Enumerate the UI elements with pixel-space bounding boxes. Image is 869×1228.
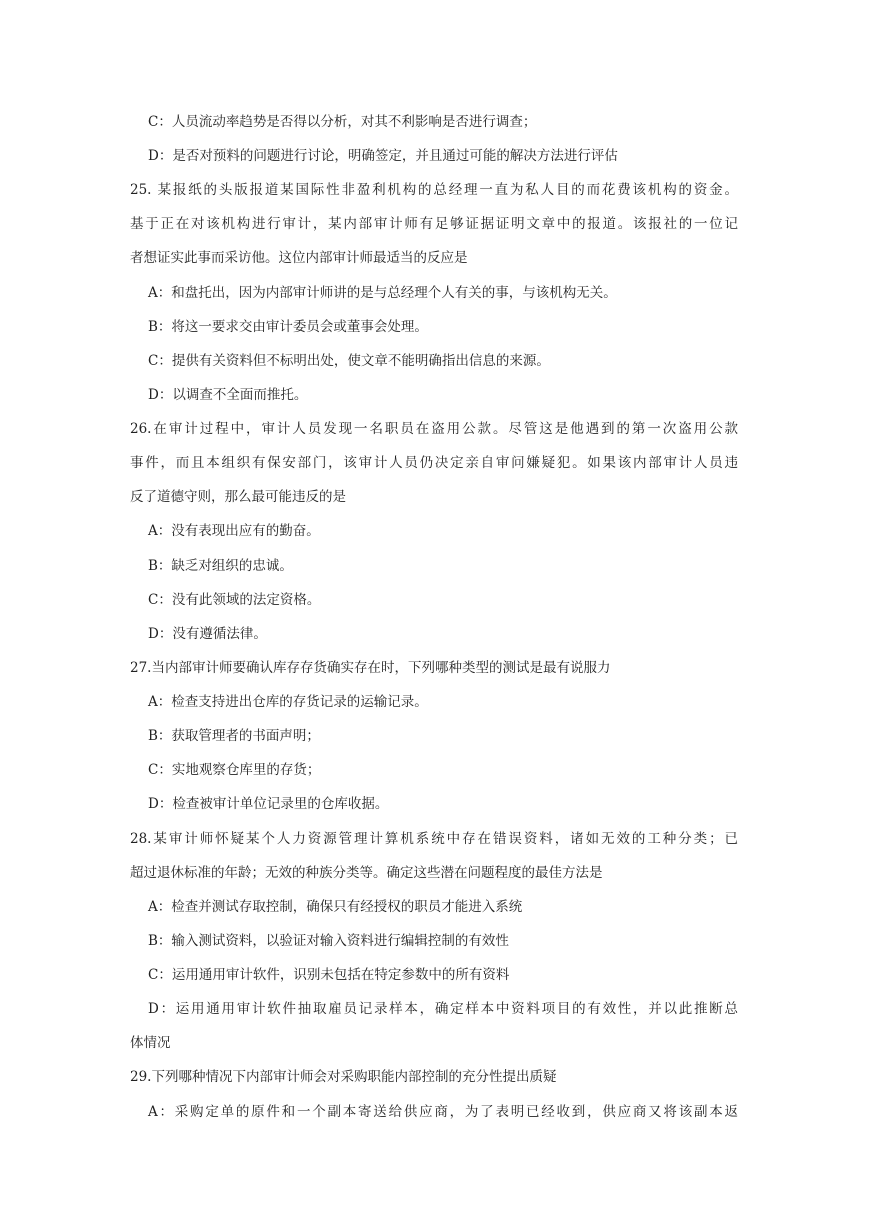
- question-26-line-2: 事件，而且本组织有保安部门，该审计人员仍决定亲自审问嫌疑犯。如果该内部审计人员违: [130, 455, 738, 471]
- question-29: 29.下列哪种情况下内部审计师会对采购职能内部控制的充分性提出质疑: [130, 1069, 557, 1085]
- question-25-line-3: 者想证实此事而采访他。这位内部审计师最适当的反应是: [130, 250, 468, 266]
- question-27: 27.当内部审计师要确认库存存货确实存在时，下列哪种类型的测试是最有说服力: [130, 660, 611, 676]
- option-b: B：缺乏对组织的忠诚。: [148, 558, 293, 574]
- option-d-line-2: 体情况: [130, 1035, 171, 1051]
- option-a: A：检查并测试存取控制，确保只有经授权的职员才能进入系统: [148, 899, 523, 915]
- question-25-line-2: 基于正在对该机构进行审计，某内部审计师有足够证据证明文章中的报道。该报社的一位记: [130, 216, 738, 232]
- option-a: A：没有表现出应有的勤奋。: [148, 523, 320, 539]
- option-c: C：没有此领域的法定资格。: [148, 592, 321, 608]
- question-26-line-3: 反了道德守则，那么最可能违反的是: [130, 489, 346, 505]
- question-28-line-1: 28.某审计师怀疑某个人力资源管理计算机系统中存在错误资料，诸如无效的工种分类；已: [130, 831, 738, 847]
- option-d: D：没有遵循法律。: [148, 626, 267, 642]
- question-28-line-2: 超过退休标准的年龄；无效的种族分类等。确定这些潜在问题程度的最佳方法是: [130, 865, 603, 881]
- option-c: C：人员流动率趋势是否得以分析，对其不利影响是否进行调查；: [148, 114, 537, 130]
- option-b: B：获取管理者的书面声明；: [148, 728, 320, 744]
- option-c: C：实地观察仓库里的存货；: [148, 762, 321, 778]
- option-b: B：将这一要求交由审计委员会或董事会处理。: [148, 319, 428, 335]
- question-26-line-1: 26.在审计过程中，审计人员发现一名职员在盗用公款。尽管这是他遇到的第一次盗用公款: [130, 421, 738, 437]
- option-d: D：以调查不全面而推托。: [148, 387, 308, 403]
- option-a: A：检查支持进出仓库的存货记录的运输记录。: [148, 694, 428, 710]
- question-25-line-1: 25. 某报纸的头版报道某国际性非盈利机构的总经理一直为私人目的而花费该机构的资金。: [130, 182, 738, 198]
- option-a: A：和盘托出，因为内部审计师讲的是与总经理个人有关的事，与该机构无关。: [148, 285, 617, 301]
- option-d-line-1: D：运用通用审计软件抽取雇员记录样本，确定样本中资料项目的有效性，并以此推断总: [148, 1001, 738, 1017]
- option-b: B：输入测试资料，以验证对输入资料进行编辑控制的有效性: [148, 933, 509, 949]
- option-c: C：提供有关资料但不标明出处，使文章不能明确指出信息的来源。: [148, 353, 550, 369]
- option-c: C：运用通用审计软件，识别未包括在特定参数中的所有资料: [148, 967, 510, 983]
- option-d: D：是否对预料的问题进行讨论，明确签定，并且通过可能的解决方法进行评估: [148, 148, 618, 164]
- option-a: A：采购定单的原件和一个副本寄送给供应商，为了表明已经收到，供应商又将该副本返: [148, 1104, 738, 1120]
- option-d: D：检查被审计单位记录里的仓库收据。: [148, 796, 389, 812]
